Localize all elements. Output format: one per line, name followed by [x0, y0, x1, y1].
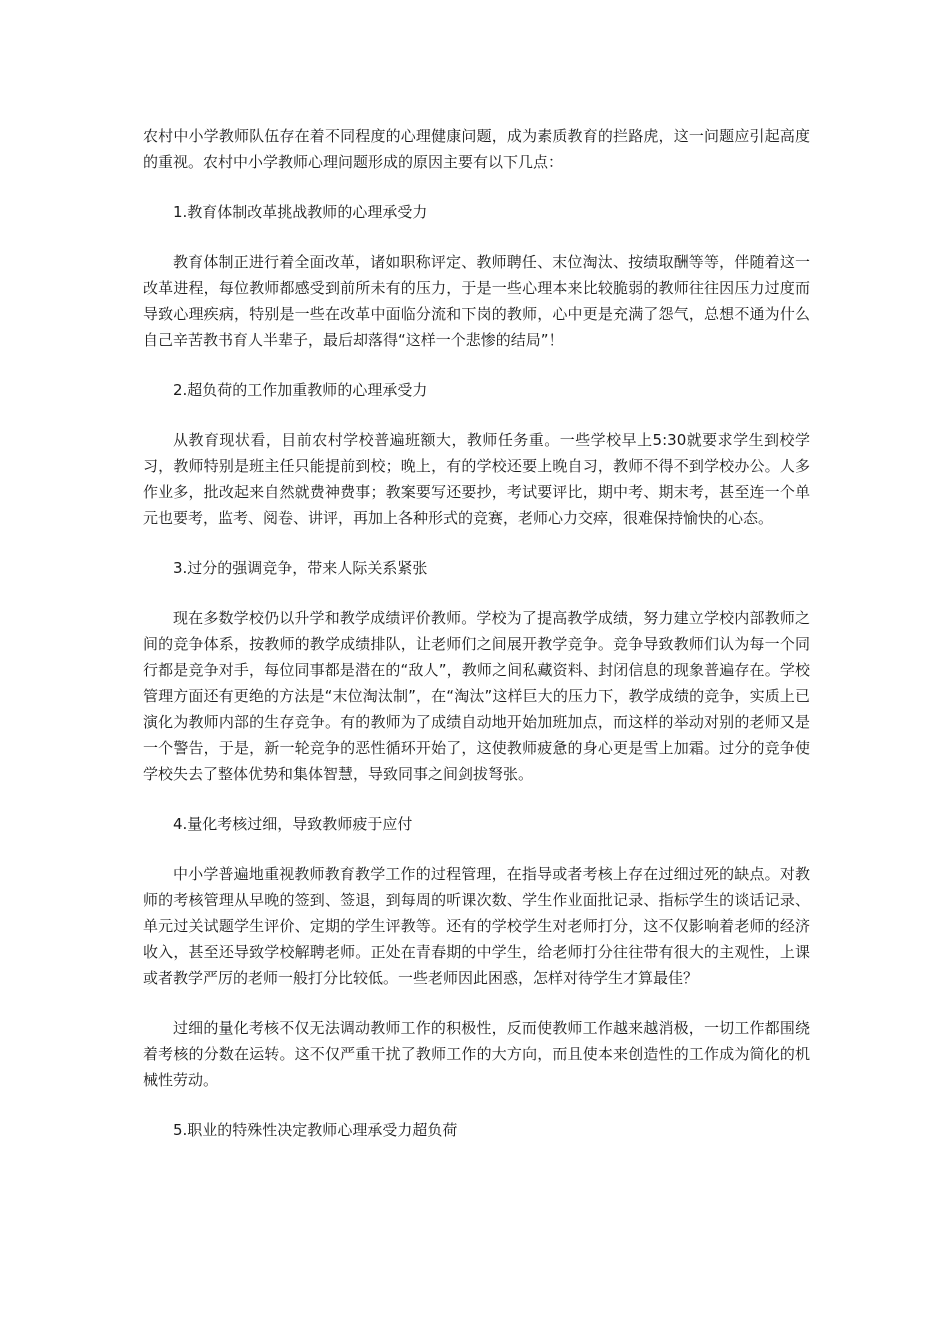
section-3-paragraph: 现在多数学校仍以升学和教学成绩评价教师。学校为了提高教学成绩，努力建立学校内部教师之间的竞争体系，按教师的教学成绩排队，让老师们之间展开教学竞争。竞争导致教师们认为每一个同行都是竞争对手，每位同事都是潜在的“敌人”，教师之间私藏资料、封闭信息的现象普遍存在。学校管理方面还有更绝的方法是“末位淘汰制”，在“淘汰”这样巨大的压力下，教学成绩的竞争，实质上已演化为教师内部的生存竞争。有的教师为了成绩自动地开始加班加点，而这样的举动对别的老师又是一个警告，于是，新一轮竞争的恶性循环开始了，这使教师疲惫的身心更是雪上加霜。过分的竞争使学校失去了整体优势和集体智慧，导致同事之间剑拔弩张。: [143, 609, 810, 783]
section-4-heading: 4.量化考核过细，导致教师疲于应付: [173, 815, 413, 833]
section-1-heading: 1.教育体制改革挑战教师的心理承受力: [173, 203, 428, 221]
document-body: [143, 123, 810, 1167]
section-2-paragraph: 从教育现状看，目前农村学校普遍班额大，教师任务重。一些学校早上5:30就要求学生到校学习，教师特别是班主任只能提前到校；晚上，有的学校还要上晚自习，教师不得不到学校办公。人多作业多，批改起来自然就费神费事；教案要写还要抄，考试要评比，期中考、期末考，甚至连一个单元也要考，监考、阅卷、讲评，再加上各种形式的竞赛，老师心力交瘁，很难保持愉快的心态。: [143, 431, 810, 527]
section-5-heading: 5.职业的特殊性决定教师心理承受力超负荷: [173, 1121, 458, 1139]
section-1-paragraph: 教育体制正进行着全面改革，诸如职称评定、教师聘任、末位淘汰、按绩取酬等等，伴随着这一改革进程，每位教师都感受到前所未有的压力，于是一些心理本来比较脆弱的教师往往因压力过度而导致心理疾病，特别是一些在改革中面临分流和下岗的教师，心中更是充满了怨气，总想不通为什么自己辛苦教书育人半辈子，最后却落得“这样一个悲惨的结局”！: [143, 253, 810, 349]
section-4-paragraph-2: 过细的量化考核不仅无法调动教师工作的积极性，反而使教师工作越来越消极，一切工作都围绕着考核的分数在运转。这不仅严重干扰了教师工作的大方向，而且使本来创造性的工作成为简化的机械性劳动。: [143, 1019, 810, 1089]
section-4-paragraph-1: 中小学普遍地重视教师教育教学工作的过程管理，在指导或者考核上存在过细过死的缺点。对教师的考核管理从早晚的签到、签退，到每周的听课次数、学生作业面批记录、指标学生的谈话记录、单元过关试题学生评价、定期的学生评教等。还有的学校学生对老师打分，这不仅影响着老师的经济收入，甚至还导致学校解聘老师。正处在青春期的中学生，给老师打分往往带有很大的主观性，上课或者教学严厉的老师一般打分比较低。一些老师因此困惑，怎样对待学生才算最佳？: [143, 865, 810, 987]
intro-paragraph: 农村中小学教师队伍存在着不同程度的心理健康问题，成为素质教育的拦路虎，这一问题应引起高度的重视。农村中小学教师心理问题形成的原因主要有以下几点：: [143, 127, 810, 171]
section-3-heading: 3.过分的强调竞争，带来人际关系紧张: [173, 559, 428, 577]
section-2-heading: 2.超负荷的工作加重教师的心理承受力: [173, 381, 428, 399]
